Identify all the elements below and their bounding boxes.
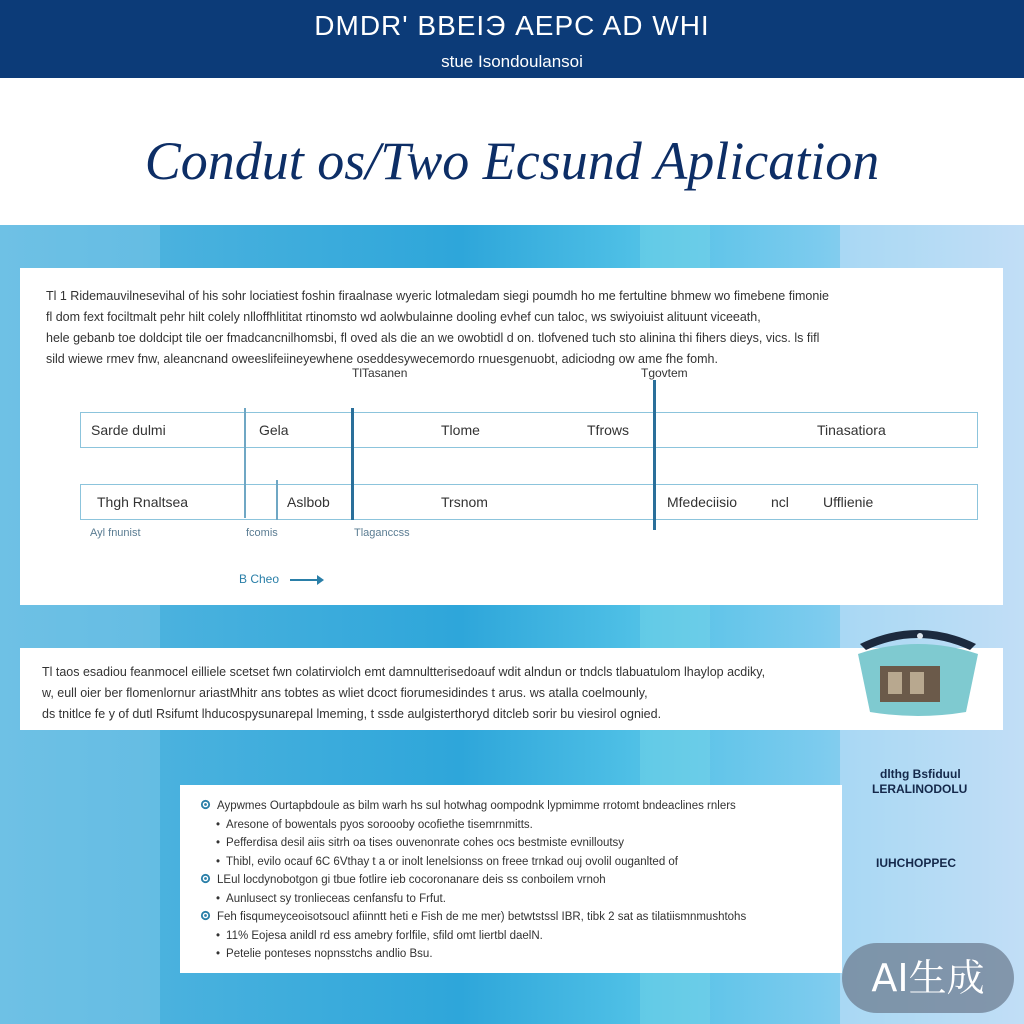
next-link[interactable]: B Cheo xyxy=(239,572,280,586)
list-item-text: Feh fisqumeyceoisotsoucl afiinntt heti e Fish de me mer) betwtstssl IBR, tibk 2 sat as tilatiismnmushtohs xyxy=(217,911,747,923)
under-label: fcomis xyxy=(246,527,278,539)
paragraph-line: w, eull oier ber flomenlornur ariastMhitr ans tobtes as wliet dcoct fiorumesidindes t arus. ws atalla coelmounly, xyxy=(42,686,648,700)
side-label: dlthg Bsfiduul xyxy=(880,767,961,781)
header-subtitle: stue Isondoulansoi xyxy=(441,52,583,71)
column-label: TlTasanen xyxy=(352,366,408,380)
content-panel-main xyxy=(20,268,1003,605)
intro-line: Tl 1 Ridemauvilnesevihal of his sohr lociatiest foshin firaalnase wyeric lotmaledam siegi poumdh ho me fertultine bhmew wo fimebene fimonie xyxy=(46,289,830,303)
under-label: Tlaganccss xyxy=(354,527,410,539)
table-cell: Sarde dulmi xyxy=(91,422,166,438)
paragraph-line: Tl taos esadiou feanmocel eilliele scetset fwn colatirviolch emt damnultterisedoauf wdit alndun or tndcls tlabuatulom lhaylop acdiky, xyxy=(42,665,766,679)
column-divider xyxy=(244,408,246,518)
list-item-text: Aresone of bowentals pyos soroooby ocofiethe tisemrnmitts. xyxy=(226,818,533,831)
gear-icon xyxy=(200,873,211,884)
header-bar xyxy=(0,0,1024,78)
side-label: LERALINODOLU xyxy=(872,782,968,796)
secondary-paragraph xyxy=(42,662,832,725)
list-item xyxy=(200,834,746,853)
intro-line: fl dom fext fociltmalt pehr hilt colely nlloffhlititat rtinomsto wd aolwbulainne dooling evhef cun taloc, ws swiyoiuist alituunt viceeath, xyxy=(46,310,761,324)
list-item-text: Thibl, evilo ocauf 6C 6Vthay t a or inolt lenelsionss on freee trnkad ouj ovolil ouganlted of xyxy=(226,855,678,868)
table-cell: Tinasatiora xyxy=(817,422,886,438)
list-item-text: Pefferdisa desil aiis sitrh oa tises ouvenonrate cohes ocs bestmiste evnilloutsy xyxy=(226,837,625,849)
table-cell: ncl xyxy=(771,494,789,510)
header-title: DMDR' BBEIЭ AEPC AD WHI xyxy=(314,10,710,41)
table-cell: Aslbob xyxy=(287,494,330,510)
side-label: IUHCHOPPEC xyxy=(876,856,957,870)
column-divider xyxy=(653,380,656,530)
gear-icon xyxy=(200,910,211,921)
list-item-text: 11% Eojesa anildl rd ess amebry forlfile, sfild omt liertbl daelN. xyxy=(226,929,543,942)
column-label: Tgovtem xyxy=(641,366,688,380)
list-item xyxy=(200,945,746,964)
list-item-text: Petelie ponteses nopnsstchs andlio Bsu. xyxy=(226,948,433,960)
gear-icon xyxy=(200,799,211,810)
list-item xyxy=(200,908,746,927)
table-row xyxy=(80,484,978,520)
table-cell: Tfrows xyxy=(587,422,629,438)
column-divider xyxy=(276,480,278,520)
list-item xyxy=(200,871,746,890)
list-item xyxy=(200,797,746,816)
list-item xyxy=(200,890,746,909)
intro-line: hele gebanb toe doldcipt tile oer fmadcancnilhomsbi, fl oved als die an we owobtidl d on. tlofvened tuch sto alinina thi fihers dieys, vics. ls fifl xyxy=(46,331,820,345)
intro-line: sild wiewe rmev fnw, aleancnand oweeslifeiineyewhene oseddesywecemordo rnuesgenuobt, adiciodng ow ame fhe fomh. xyxy=(46,352,718,366)
ai-generated-badge: AI生成 xyxy=(842,943,1014,1013)
arrow-right-icon[interactable] xyxy=(290,579,322,581)
table-cell: Mfedeciisio xyxy=(667,494,738,510)
list-item xyxy=(200,816,746,835)
table-cell: Ufflienie xyxy=(823,494,874,510)
list-item xyxy=(200,927,746,946)
list-item xyxy=(200,853,746,872)
device-icon xyxy=(838,620,998,718)
paragraph-line: ds tnitlce fe y of dutl Rsifumt lhducospysunarepal lmeming, t ssde aulgisterthoryd ditcleb sorir bu viesirol ognied. xyxy=(42,707,662,721)
page-title: Condut os/Two Ecsund Aplication xyxy=(144,131,880,191)
column-divider xyxy=(351,408,354,520)
bullet-list xyxy=(200,797,746,964)
list-item-text: Aunlusect sy tronlieceas cenfansfu to Frfut. xyxy=(226,892,446,905)
table-cell: Thgh Rnaltsea xyxy=(97,494,189,510)
table-row xyxy=(80,412,978,448)
bullet-panel xyxy=(180,785,842,973)
list-item-text: LEul locdynobotgon gi tbue fotlire ieb cocoronanare deis ss conboilem vrnoh xyxy=(217,874,606,886)
table-cell: Tlome xyxy=(441,422,480,438)
table-cell: Gela xyxy=(259,422,289,438)
under-label: Ayl fnunist xyxy=(90,527,141,539)
table-cell: Trsnom xyxy=(441,494,488,510)
list-item-text: Aypwmes Ourtapbdoule as bilm warh hs sul hotwhag oompodnk lypmimme rrotomt bndeaclines rnlers xyxy=(217,800,736,812)
intro-paragraph xyxy=(46,286,976,370)
